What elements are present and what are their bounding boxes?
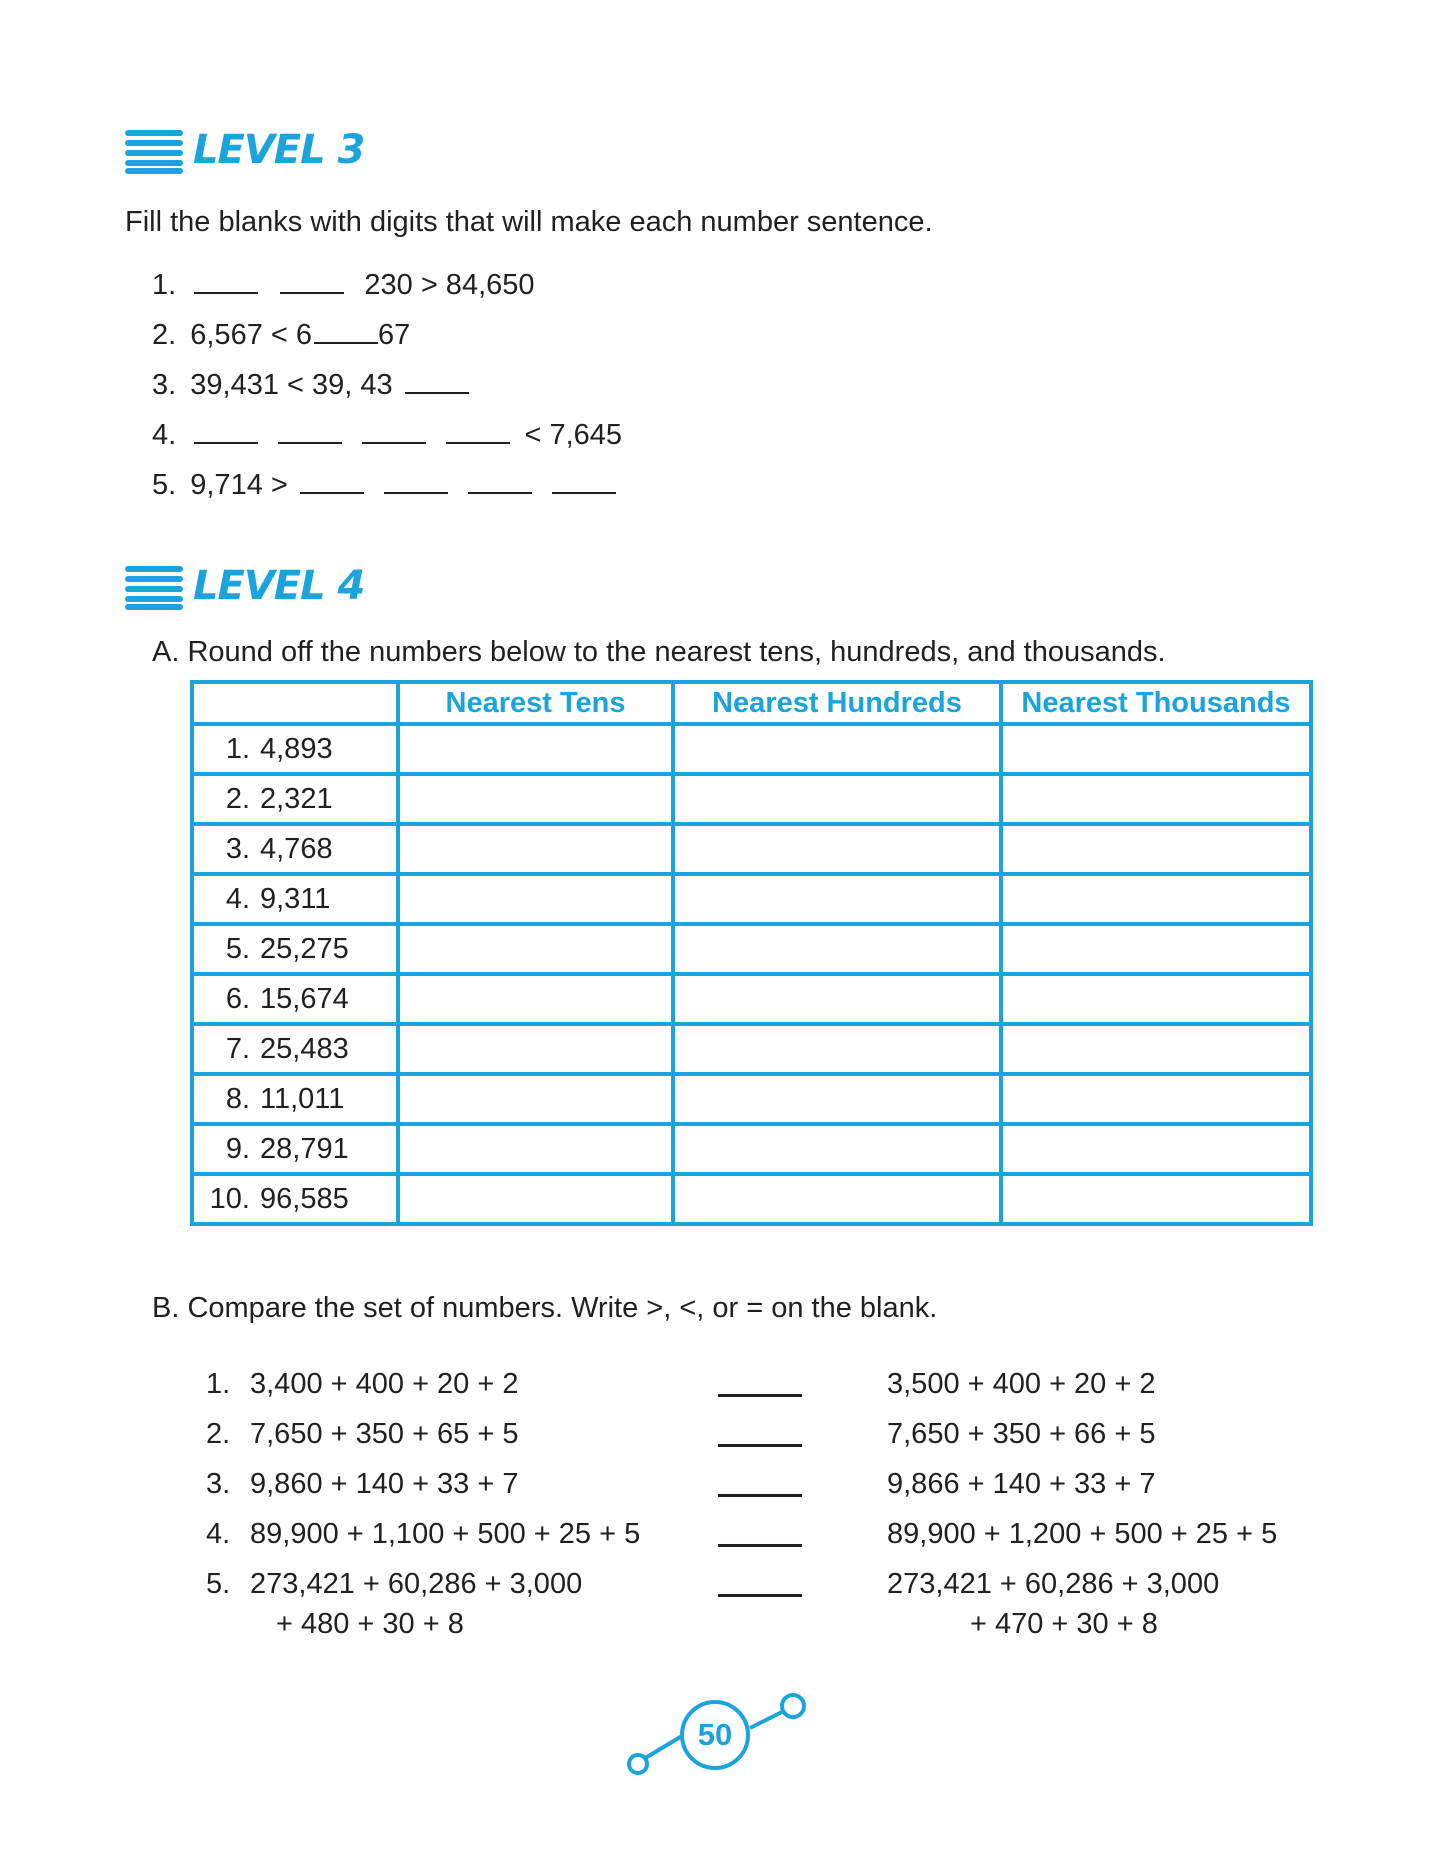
rounding-table — [190, 680, 1313, 1226]
answer-cell-nearest-tens[interactable] — [398, 824, 673, 874]
compare-right-expression: 273,421 + 60,286 + 3,000 — [887, 1568, 1220, 1600]
level-4-title: LEVEL 4 — [193, 563, 365, 609]
compare-left-expression: 89,900 + 1,100 + 500 + 25 + 5 — [250, 1518, 641, 1550]
table-row — [192, 924, 1311, 974]
row-index: 6. — [225, 982, 250, 1015]
row-number-cell — [192, 974, 398, 1024]
level-3-heading — [125, 124, 364, 176]
stack-lines-icon — [125, 562, 183, 610]
answer-cell-nearest-thousands[interactable] — [1001, 1124, 1311, 1174]
row-number-cell — [192, 1174, 398, 1224]
compare-answer-blank[interactable] — [718, 1544, 802, 1547]
header-nearest-hundreds: Nearest Hundreds — [673, 682, 1001, 724]
compare-left-expression-cont: + 480 + 30 + 8 — [276, 1608, 464, 1640]
answer-cell-nearest-tens[interactable] — [398, 1024, 673, 1074]
answer-blank[interactable] — [194, 266, 258, 294]
header-nearest-tens: Nearest Tens — [398, 682, 673, 724]
compare-item-number: 5. — [206, 1568, 231, 1600]
compare-left-expression: 273,421 + 60,286 + 3,000 — [250, 1568, 583, 1600]
compare-right-expression: 89,900 + 1,200 + 500 + 25 + 5 — [887, 1518, 1278, 1550]
compare-left-expression: 3,400 + 400 + 20 + 2 — [250, 1368, 519, 1400]
answer-cell-nearest-hundreds[interactable] — [673, 1024, 1001, 1074]
compare-item-number: 1. — [206, 1368, 231, 1400]
part-a-instruction: A. Round off the numbers below to the nearest tens, hundreds, and thousands. — [152, 636, 1166, 668]
list-item: 1. 230 > 84,650 — [152, 266, 535, 303]
list-item: 2. 6,567 < 6 67 — [152, 316, 410, 353]
row-value: 4,893 — [260, 732, 333, 765]
compare-right-expression: 9,866 + 140 + 33 + 7 — [887, 1468, 1156, 1500]
compare-item-number: 4. — [206, 1518, 231, 1550]
answer-cell-nearest-hundreds[interactable] — [673, 1124, 1001, 1174]
row-index: 1. — [225, 732, 250, 765]
compare-right-expression: 7,650 + 350 + 66 + 5 — [887, 1418, 1156, 1450]
answer-cell-nearest-tens[interactable] — [398, 1174, 673, 1224]
list-item: 5. 9,714 > — [152, 466, 616, 503]
answer-blank[interactable] — [384, 466, 448, 494]
compare-item-number: 2. — [206, 1418, 231, 1450]
row-value: 28,791 — [260, 1132, 349, 1165]
table-row — [192, 1124, 1311, 1174]
table-row — [192, 874, 1311, 924]
answer-blank[interactable] — [468, 466, 532, 494]
compare-left-expression: 7,650 + 350 + 65 + 5 — [250, 1418, 519, 1450]
header-blank — [192, 682, 398, 724]
table-row — [192, 1024, 1311, 1074]
row-number-cell — [192, 724, 398, 774]
row-index: 7. — [225, 1032, 250, 1065]
row-number-cell — [192, 1024, 398, 1074]
row-value: 4,768 — [260, 832, 333, 865]
compare-answer-blank[interactable] — [718, 1394, 802, 1397]
answer-cell-nearest-hundreds[interactable] — [673, 824, 1001, 874]
answer-blank[interactable] — [362, 416, 426, 444]
row-index: 9. — [225, 1132, 250, 1165]
page-number: 50 — [680, 1700, 750, 1770]
row-value: 9,311 — [260, 882, 331, 915]
row-value: 15,674 — [260, 982, 349, 1015]
row-value: 11,011 — [260, 1082, 345, 1115]
row-index: 2. — [225, 782, 250, 815]
answer-cell-nearest-thousands[interactable] — [1001, 874, 1311, 924]
list-item: 4. < 7,645 — [152, 416, 622, 453]
answer-cell-nearest-hundreds[interactable] — [673, 1174, 1001, 1224]
answer-blank[interactable] — [314, 316, 378, 344]
answer-blank[interactable] — [405, 366, 469, 394]
row-value: 25,483 — [260, 1032, 349, 1065]
answer-blank[interactable] — [552, 466, 616, 494]
table-header-row — [192, 682, 1311, 724]
row-value: 96,585 — [260, 1182, 349, 1215]
answer-cell-nearest-thousands[interactable] — [1001, 1074, 1311, 1124]
answer-cell-nearest-thousands[interactable] — [1001, 824, 1311, 874]
answer-cell-nearest-thousands[interactable] — [1001, 1174, 1311, 1224]
table-row — [192, 824, 1311, 874]
answer-cell-nearest-thousands[interactable] — [1001, 974, 1311, 1024]
part-b-instruction: B. Compare the set of numbers. Write >, <, or = on the blank. — [152, 1292, 938, 1324]
answer-cell-nearest-thousands[interactable] — [1001, 1024, 1311, 1074]
answer-blank[interactable] — [300, 466, 364, 494]
table-row — [192, 1074, 1311, 1124]
answer-cell-nearest-hundreds[interactable] — [673, 924, 1001, 974]
level-3-instruction: Fill the blanks with digits that will make each number sentence. — [125, 206, 933, 238]
answer-cell-nearest-tens[interactable] — [398, 974, 673, 1024]
answer-cell-nearest-tens[interactable] — [398, 1124, 673, 1174]
compare-answer-blank[interactable] — [718, 1444, 802, 1447]
compare-answer-blank[interactable] — [718, 1494, 802, 1497]
answer-cell-nearest-tens[interactable] — [398, 874, 673, 924]
table-row — [192, 774, 1311, 824]
answer-cell-nearest-tens[interactable] — [398, 1074, 673, 1124]
answer-cell-nearest-thousands[interactable] — [1001, 774, 1311, 824]
row-number-cell — [192, 1074, 398, 1124]
compare-answer-blank[interactable] — [718, 1594, 802, 1597]
answer-cell-nearest-hundreds[interactable] — [673, 774, 1001, 824]
level-3-title: LEVEL 3 — [193, 127, 365, 173]
compare-right-expression: 3,500 + 400 + 20 + 2 — [887, 1368, 1156, 1400]
table-row — [192, 1174, 1311, 1224]
row-index: 5. — [225, 932, 250, 965]
answer-cell-nearest-hundreds[interactable] — [673, 874, 1001, 924]
compare-right-expression-cont: + 470 + 30 + 8 — [970, 1608, 1158, 1640]
answer-cell-nearest-tens[interactable] — [398, 774, 673, 824]
row-index: 8. — [225, 1082, 250, 1115]
answer-cell-nearest-tens[interactable] — [398, 724, 673, 774]
table-row — [192, 724, 1311, 774]
answer-cell-nearest-thousands[interactable] — [1001, 724, 1311, 774]
answer-cell-nearest-tens[interactable] — [398, 924, 673, 974]
answer-cell-nearest-hundreds[interactable] — [673, 724, 1001, 774]
row-index: 10. — [209, 1182, 250, 1215]
row-index: 3. — [225, 832, 250, 865]
answer-cell-nearest-thousands[interactable] — [1001, 924, 1311, 974]
compare-left-expression: 9,860 + 140 + 33 + 7 — [250, 1468, 519, 1500]
answer-blank[interactable] — [194, 416, 258, 444]
list-item: 3. 39,431 < 39, 43 — [152, 366, 469, 403]
answer-blank[interactable] — [280, 266, 344, 294]
row-number-cell — [192, 824, 398, 874]
answer-cell-nearest-hundreds[interactable] — [673, 974, 1001, 1024]
row-value: 2,321 — [260, 782, 333, 815]
header-nearest-thousands: Nearest Thousands — [1001, 682, 1311, 724]
answer-cell-nearest-hundreds[interactable] — [673, 1074, 1001, 1124]
row-number-cell — [192, 874, 398, 924]
table-row — [192, 974, 1311, 1024]
row-number-cell — [192, 774, 398, 824]
row-number-cell — [192, 924, 398, 974]
level-4-heading — [125, 560, 364, 612]
stack-lines-icon — [125, 126, 183, 174]
row-number-cell — [192, 1124, 398, 1174]
compare-item-number: 3. — [206, 1468, 231, 1500]
row-index: 4. — [225, 882, 250, 915]
answer-blank[interactable] — [278, 416, 342, 444]
row-value: 25,275 — [260, 932, 349, 965]
answer-blank[interactable] — [446, 416, 510, 444]
